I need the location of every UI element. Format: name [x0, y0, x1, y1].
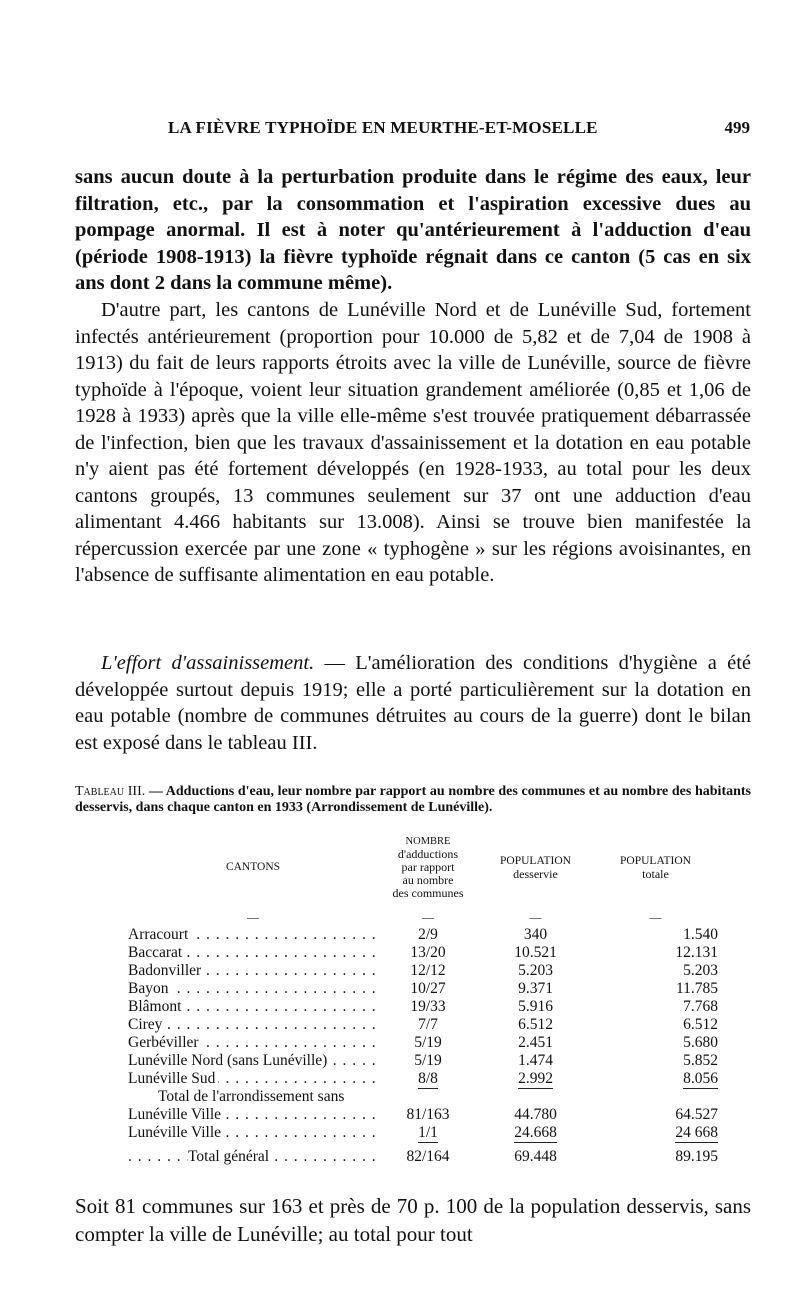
table-row	[128, 1016, 718, 1034]
dash-cell: —	[649, 910, 662, 924]
served-cell: 5.203	[518, 962, 553, 979]
subtotal-total: 64.527	[675, 1106, 718, 1123]
total-cell: 11.785	[675, 980, 718, 997]
subtotal-label-cell	[128, 1106, 378, 1124]
header-ratio-l4: au nombre	[402, 873, 454, 887]
grand-total-row	[128, 1148, 718, 1166]
total-cell: 5.680	[683, 1034, 718, 1051]
city-ratio: 1/1	[418, 1124, 438, 1141]
total-cell: 5.852	[683, 1052, 718, 1069]
ratio-cell: 2/9	[418, 926, 438, 943]
ratio-cell: 12/12	[410, 962, 446, 979]
canton-name: Cirey	[128, 1016, 165, 1033]
header-pop-total-l2: totale	[642, 866, 669, 881]
city-total: 24 668	[675, 1124, 718, 1141]
city-served-cell	[478, 1124, 593, 1142]
dash-row	[128, 908, 718, 926]
city-name: Lunéville Ville	[128, 1124, 224, 1141]
served-cell: 2.451	[518, 1034, 553, 1051]
total-cell: 7.768	[683, 998, 718, 1015]
served-cell	[478, 1070, 593, 1088]
subtotal-label-line2: Lunéville Ville	[128, 1106, 224, 1123]
header-ratio	[378, 835, 478, 908]
table-row	[128, 1070, 718, 1088]
subtotal-served: 44.780	[514, 1106, 557, 1123]
dash-cell: —	[529, 910, 542, 924]
header-cantons: CANTONS	[225, 861, 281, 873]
grand-total-label-cell	[128, 1148, 378, 1166]
dash-cell: —	[422, 910, 434, 924]
city-row	[128, 1124, 718, 1142]
total-value: 8.056	[683, 1070, 718, 1087]
header-pop-served-l2: desservie	[513, 866, 558, 881]
subtotal-label-row	[128, 1088, 718, 1106]
header-ratio-l2: d'adductions	[397, 847, 459, 861]
canton-name: Gerbéviller	[128, 1034, 202, 1051]
ratio-cell: 13/20	[410, 944, 446, 961]
canton-name-cell	[128, 1016, 378, 1034]
paragraph-3-text: — L'amélioration des conditions d'hygiène a été développée surtout depuis 1919; elle a porté particulièrement sur la dotation en eau potable (nombre de communes détruites au cours de la guerre) dont le bilan est exposé dans le tableau III.	[75, 652, 751, 754]
ratio-cell: 5/19	[414, 1034, 442, 1051]
total-cell: 1.540	[683, 926, 718, 943]
header-ratio-l1: NOMBRE	[405, 836, 451, 847]
served-cell: 10.521	[514, 944, 557, 961]
table-row	[128, 1034, 718, 1052]
table-row	[128, 980, 718, 998]
caption-number: III.	[127, 784, 146, 799]
ratio-cell	[378, 1070, 478, 1088]
canton-name: Bayon	[128, 980, 171, 997]
served-cell: 9.371	[518, 980, 553, 997]
total-cell	[593, 1070, 718, 1088]
table-header-row	[128, 835, 718, 908]
subtotal-label-line1: Total de l'arrondissement sans	[158, 1088, 345, 1105]
total-cell: 6.512	[683, 1016, 718, 1033]
paragraph-3	[75, 650, 751, 756]
canton-name-cell	[128, 1052, 378, 1070]
grand-total-total: 89.195	[675, 1148, 718, 1165]
grand-total-label: Total général	[188, 1148, 272, 1165]
served-cell: 5.916	[518, 998, 553, 1015]
total-cell: 12.131	[675, 944, 718, 961]
paragraph-2: D'autre part, les cantons de Lunéville Nord et de Lunéville Sud, fortement infectés antérieurement (proportion pour 10.000 de 5,82 et de 7,04 de 1908 à 1913) du fait de leurs rapports étroits avec la ville de Lunéville, source de fièvre typhoïde à l'époque, voient leur situation grandement améliorée (0,85 et 1,06 de 1928 à 1933) après que la ville elle-même s'est trouvée pratiquement débarrassée de l'infection, bien que les travaux d'assainissement et la dotation en eau potable n'y aient pas été fortement développés (en 1928-1933, au total pour les deux cantons groupés, 13 communes seulement sur 37 ont une adduction d'eau alimentant 4.466 habitants sur 13.008). Ainsi se trouve bien manifestée la répercussion exercée par une zone « typhogène » sur les régions avoisinantes, en l'absence de suffisante alimentation en eau potable.	[75, 299, 751, 586]
city-served: 24.668	[514, 1124, 557, 1141]
canton-name: Baccarat	[128, 944, 185, 961]
header-pop-served-l1: POPULATION	[500, 854, 571, 867]
caption-text: — Adductions d'eau, leur nombre par rapport au nombre des communes et au nombre des habitants desservis, dans chaque canton en 1933 (Arrondissement de Lunéville).	[75, 784, 751, 815]
canton-name-cell	[128, 980, 378, 998]
canton-name: Lunéville Nord (sans Lunéville)	[128, 1052, 330, 1069]
canton-name-cell	[128, 944, 378, 962]
served-cell: 1.474	[518, 1052, 553, 1069]
canton-name: Blâmont	[128, 998, 184, 1015]
ratio-cell: 7/7	[418, 1016, 438, 1033]
header-ratio-l5: des communes	[392, 886, 464, 900]
canton-name-cell	[128, 1070, 378, 1088]
ratio-cell: 5/19	[414, 1052, 442, 1069]
city-ratio-cell	[378, 1124, 478, 1142]
ratio-value: 8/8	[418, 1070, 438, 1087]
served-value: 2.992	[518, 1070, 553, 1087]
header-pop-total	[593, 835, 718, 908]
caption-label: Tableau	[75, 784, 125, 799]
dash-cell: —	[247, 910, 259, 924]
canton-name-cell	[128, 926, 378, 944]
grand-total-ratio: 82/164	[406, 1148, 450, 1165]
header-ratio-l3: par rapport	[401, 860, 455, 874]
city-name-cell	[128, 1124, 378, 1142]
canton-name-cell	[128, 1034, 378, 1052]
subtotal-row	[128, 1106, 718, 1124]
canton-name: Lunéville Sud	[128, 1070, 218, 1087]
canton-name-cell	[128, 998, 378, 1016]
header-pop-total-l1: POPULATION	[620, 854, 691, 867]
page-number: 499	[724, 118, 750, 137]
table-row	[128, 944, 718, 962]
city-total-cell	[593, 1124, 718, 1142]
paragraph-4: Soit 81 communes sur 163 et près de 70 p. 100 de la population desservis, sans compter la ville de Lunéville; au total pour tout	[75, 1194, 751, 1246]
table-row	[128, 962, 718, 980]
section-lead: L'effort d'assainissement.	[101, 652, 315, 674]
ratio-cell: 10/27	[410, 980, 446, 997]
header-pop-served	[478, 835, 593, 908]
table-row	[128, 926, 718, 944]
served-cell: 340	[523, 926, 548, 943]
data-table	[128, 835, 718, 1166]
total-cell: 5.203	[683, 962, 718, 979]
canton-name-cell	[128, 962, 378, 980]
running-title: LA FIÈVRE TYPHOÏDE EN MEURTHE-ET-MOSELLE	[168, 118, 598, 137]
canton-name: Badonviller	[128, 962, 204, 979]
running-head	[74, 118, 750, 140]
paragraph-1: sans aucun doute à la perturbation produite dans le régime des eaux, leur filtration, etc., par la consommation et l'aspiration excessive dues au pompage anormal. Il est à noter qu'antérieurement à l'adduction d'eau (période 1908-1913) la fièvre typhoïde régnait dans ce canton (5 cas en six ans dont 2 dans la commune même).	[75, 166, 751, 294]
ratio-cell: 19/33	[410, 998, 446, 1015]
subtotal-ratio: 81/163	[406, 1106, 450, 1123]
table-row	[128, 1052, 718, 1070]
grand-total-served: 69.448	[514, 1148, 557, 1165]
table-row	[128, 998, 718, 1016]
served-cell: 6.512	[518, 1016, 553, 1033]
canton-name: Arracourt	[128, 926, 191, 943]
table-caption	[75, 784, 751, 816]
